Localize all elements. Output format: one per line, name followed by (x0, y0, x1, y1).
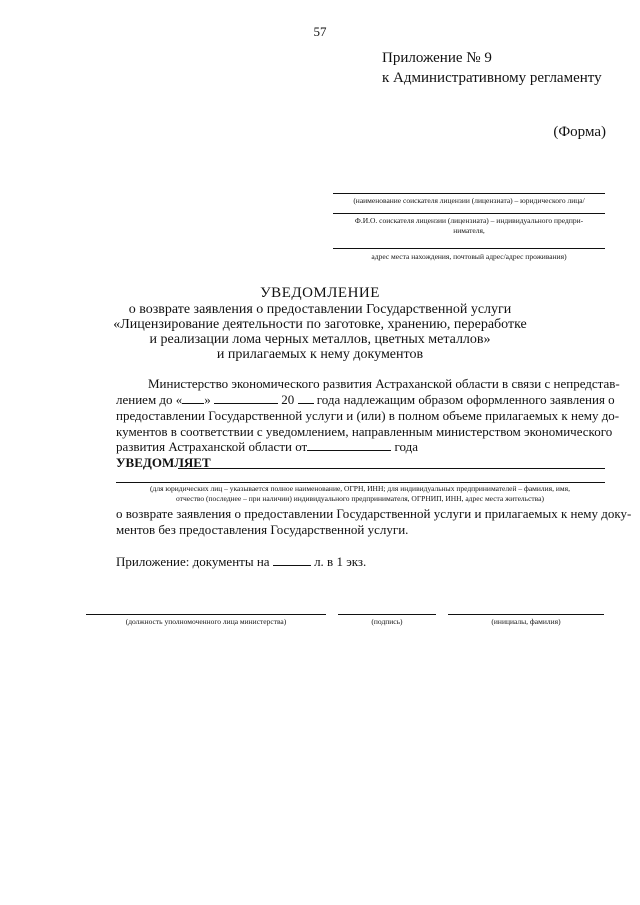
appendix-number: Приложение № 9 (382, 50, 492, 66)
ministry-date-blank (307, 439, 391, 451)
position-caption: (должность уполномоченного лица министерства) (125, 617, 287, 626)
signature-line (338, 614, 436, 615)
body-line-2 (116, 392, 615, 408)
body-line-5 (116, 439, 418, 455)
notified-party-caption: (для юридических лиц – указывается полное наименование, ОГРН, ИНН; для индивидуальных предпринимателей – фамилия, имя, (150, 484, 570, 493)
appendix-heading (382, 48, 602, 88)
signature-caption: (подпись) (371, 617, 403, 626)
recipient-address-caption: адрес места нахождения, почтовый адрес/адрес проживания) (371, 252, 567, 261)
subtitle-line: «Лицензирование деятельности по заготовке, хранению, переработке (113, 317, 527, 332)
recipient-fio-caption-cont: нимателя, (453, 226, 485, 235)
body-line-7: ментов без предоставления Государственной услуги. (116, 522, 409, 537)
year-blank (298, 392, 314, 404)
date-prefix: лением до « (116, 392, 183, 407)
body-line-6: о возврате заявления о предоставлении Государственной услуги и прилагаемых к нему доку- (116, 506, 632, 521)
appendix-reference: к Административному регламенту (382, 70, 602, 86)
notified-party-line-2 (116, 482, 605, 483)
notified-party-caption-cont: отчество (последнее – при наличии) индивидуального предпринимателя, ОГРНИП, ИНН, адрес места жительства) (176, 494, 544, 503)
page-number: 57 (313, 24, 327, 39)
year-label: года (394, 439, 418, 454)
notifies-label: УВЕДОМЛЯЕТ (116, 455, 211, 470)
name-caption: (инициалы, фамилия) (491, 617, 561, 626)
year-prefix: 20 (281, 392, 295, 407)
notified-party-line (178, 468, 605, 469)
attachment-line (116, 554, 366, 570)
subtitle-line: и прилагаемых к нему документов (216, 347, 424, 362)
attachment-label: Приложение: документы на (116, 554, 270, 569)
body-line-3: предоставлении Государственной услуги и (или) в полном объеме прилагаемых к нему до- (116, 408, 620, 423)
document-subtitle (0, 302, 640, 362)
recipient-name-caption: (наименование соискателя лицензии (лицензиата) – юридического лица/ (353, 196, 585, 205)
sheet-count-blank (273, 554, 311, 566)
recipient-address-line (333, 248, 605, 249)
date-suffix: года надлежащим образом оформленного заявления о (316, 392, 615, 407)
date-quote: » (204, 392, 211, 407)
form-label: (Форма) (553, 124, 606, 140)
subtitle-line: о возврате заявления о предоставлении Государственной услуги (128, 302, 512, 317)
name-line (448, 614, 604, 615)
day-blank (182, 392, 204, 404)
body-line-4: кументов в соответствии с уведомлением, направленным министерством экономического (116, 424, 613, 439)
ministry-date-label: развития Астраханской области от (116, 439, 308, 454)
recipient-name-line (333, 193, 605, 194)
recipient-divider-line (333, 213, 605, 214)
body-line-1: Министерство экономического развития Астраханской области в связи с непредстав- (148, 376, 620, 391)
attachment-suffix: л. в 1 экз. (314, 554, 367, 569)
recipient-fio-caption: Ф.И.О. соискателя лицензии (лицензиата) – индивидуального предпри- (354, 216, 584, 225)
month-blank (214, 392, 278, 404)
position-line (86, 614, 326, 615)
document-title: УВЕДОМЛЕНИЕ (260, 285, 380, 301)
subtitle-line: и реализации лома черных металлов, цветных металлов» (149, 332, 491, 347)
